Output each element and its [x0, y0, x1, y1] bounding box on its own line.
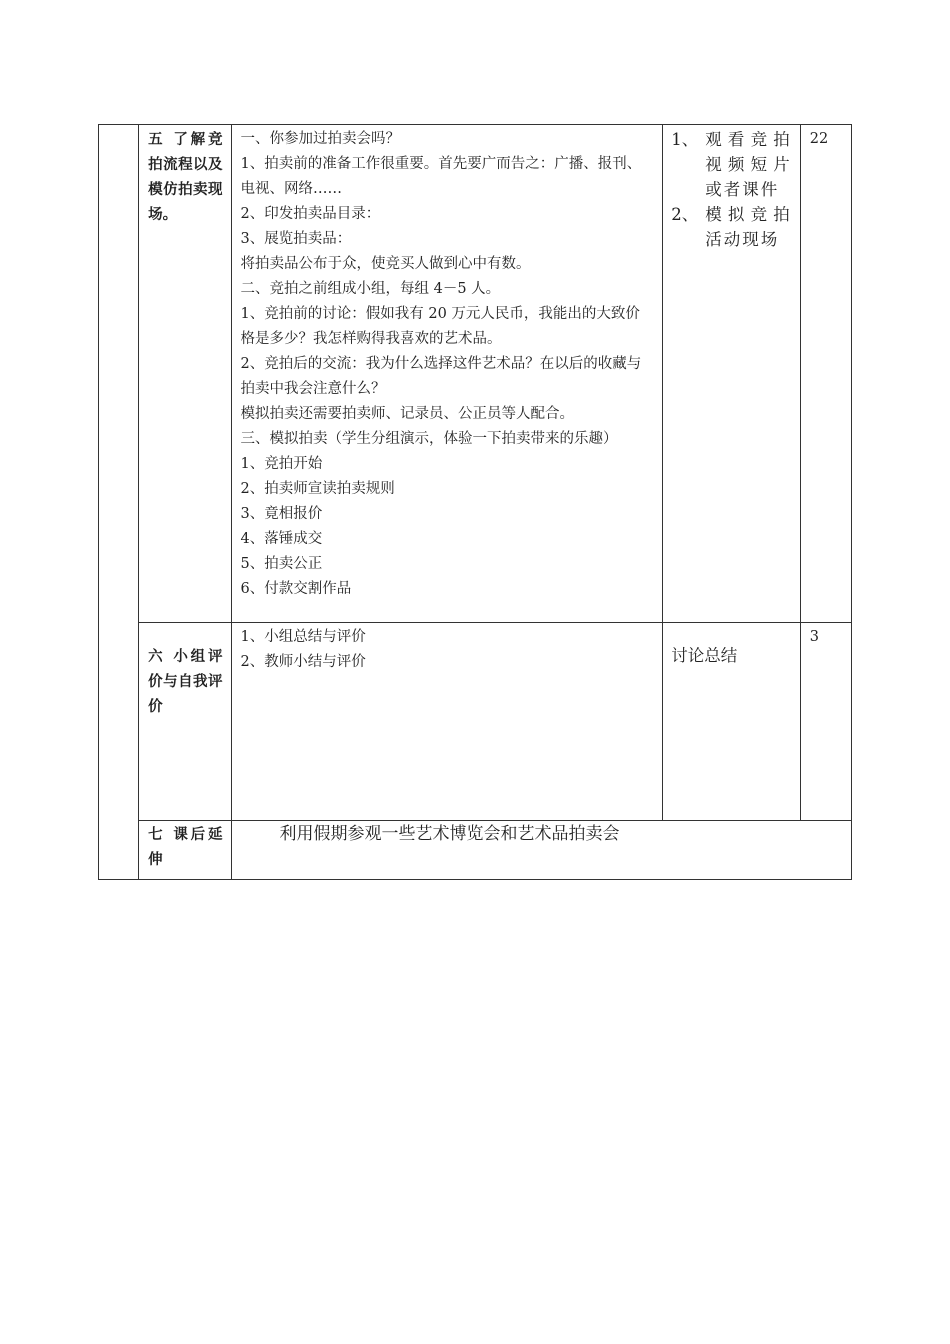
extension-text: 利用假期参观一些艺术博览会和艺术品拍卖会: [279, 824, 620, 844]
content-line: 5、拍卖公正: [240, 556, 323, 572]
content-line: 模拟拍卖还需要拍卖师、记录员、公正员等人配合。: [240, 406, 575, 422]
content-line: 2、拍卖师宣读拍卖规则: [240, 481, 395, 497]
time-value: 22: [809, 131, 829, 147]
content-lines: [232, 623, 663, 683]
method-item-text: 观看竞拍视频短片或者课件: [705, 130, 792, 199]
content-line: 3、竟相报价: [240, 506, 323, 522]
content-line: 3、展览拍卖品：: [240, 231, 352, 247]
content-line: 1、竞拍开始: [240, 456, 323, 472]
content-cell: [231, 623, 663, 821]
method-item-number: 1、: [671, 130, 699, 149]
step-label: 六 小组评价与自我评价: [148, 649, 223, 715]
content-line: 2、教师小结与评价: [240, 654, 366, 670]
content-line: 2、印发拍卖品目录：: [240, 206, 381, 222]
table-row: [99, 821, 852, 880]
table-row: [99, 125, 852, 623]
table-row: [99, 623, 852, 821]
content-line: 1、拍卖前的准备工作很重要。首先要广而告之：广播、报刊、电视、网络……: [240, 156, 642, 197]
content-line: 二、竞拍之前组成小组，每组 4－5 人。: [240, 281, 501, 297]
method-cell: [663, 623, 801, 821]
method-item-number: 2、: [671, 205, 699, 224]
method-text: 讨论总结: [671, 646, 738, 665]
content-line: 三、模拟拍卖（学生分组演示，体验一下拍卖带来的乐趣）: [240, 431, 618, 447]
content-line: 将拍卖品公布于众，使竞买人做到心中有数。: [240, 256, 531, 272]
step-label: 五 了解竞拍流程以及模仿拍卖现场。: [148, 132, 223, 223]
content-lines: [232, 125, 663, 610]
step-cell: [139, 623, 231, 821]
content-line: 1、竞拍前的讨论：假如我有 20 万元人民币，我能出的大致价格是多少？我怎样购得我喜欢的艺术品。: [240, 306, 640, 347]
time-cell: [800, 125, 851, 623]
content-line: 6、付款交割作品: [240, 581, 352, 597]
method-item: [671, 127, 792, 202]
time-cell: [800, 623, 851, 821]
content-line: 一、你参加过拍卖会吗？: [240, 131, 401, 147]
method-list: [663, 125, 800, 252]
content-line: 2、竞拍后的交流：我为什么选择这件艺术品？在以后的收藏与拍卖中我会注意什么？: [240, 356, 642, 397]
method-item: [671, 202, 792, 252]
extension-cell: [231, 821, 851, 880]
method-cell: [663, 125, 801, 623]
content-line: 1、小组总结与评价: [240, 629, 366, 645]
method-item-text: 模拟竞拍活动现场: [705, 205, 792, 249]
step-cell: [139, 125, 231, 623]
blank-column-cell: [99, 125, 139, 880]
content-line: 4、落锤成交: [240, 531, 323, 547]
time-value: 3: [809, 629, 820, 645]
content-cell: [231, 125, 663, 623]
lesson-plan-table: [98, 124, 852, 880]
step-cell: [139, 821, 231, 880]
step-label: 七 课后延伸: [148, 827, 223, 868]
